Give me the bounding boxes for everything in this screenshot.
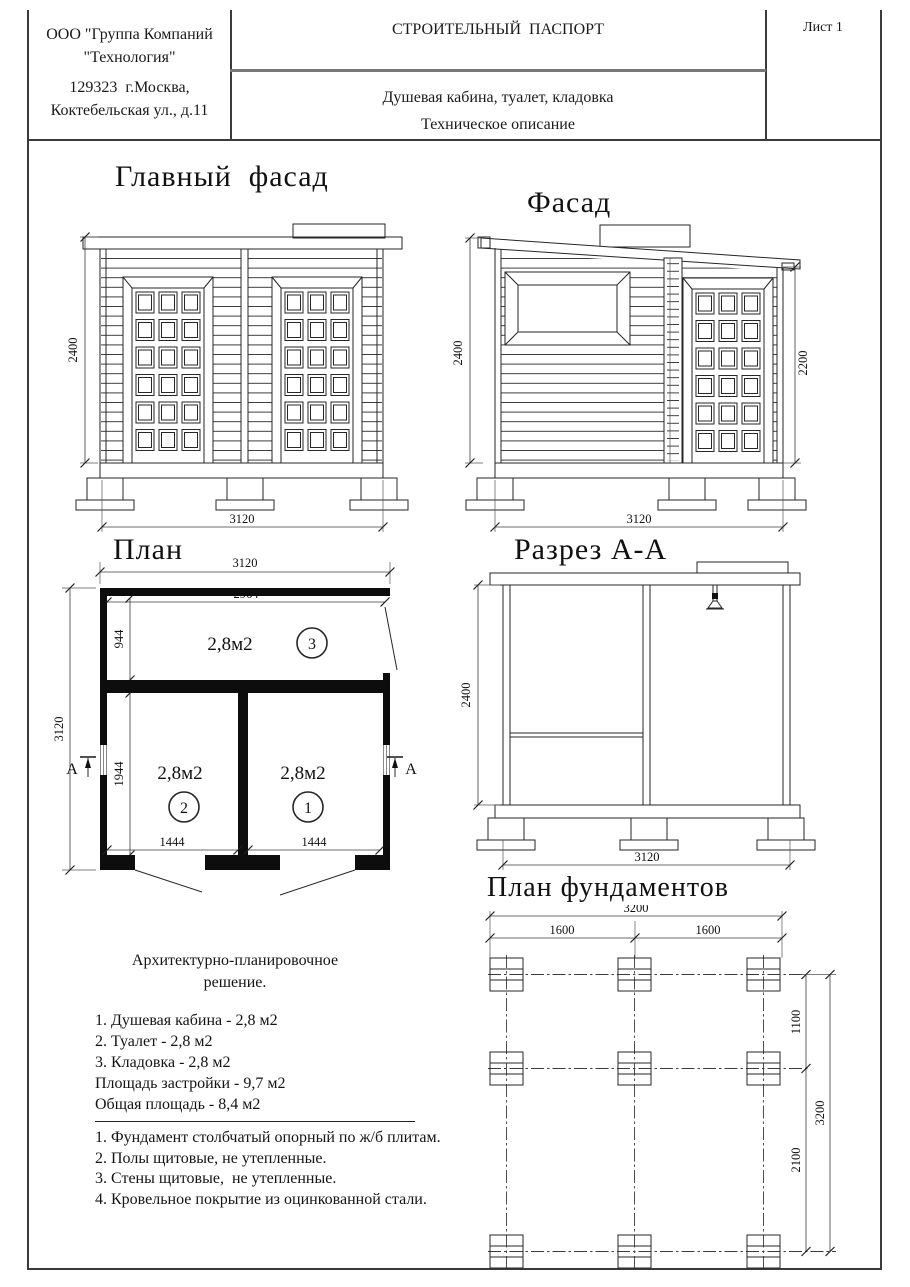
room3-number: 3 <box>308 636 316 653</box>
construction-note: 4. Кровельное покрытие из оцинкованной стали. <box>95 1190 427 1208</box>
description-heading-line1: Архитектурно-планировочное <box>131 952 339 969</box>
plan-dims-top <box>96 556 395 607</box>
left-door <box>123 277 213 463</box>
description-heading-line2: решение. <box>203 974 267 991</box>
section-dim-height <box>459 581 500 810</box>
dim-label-1600-left: 1600 <box>549 923 575 937</box>
plan-walls <box>100 588 390 870</box>
page-border-right <box>880 10 882 1270</box>
section-letter-left: А <box>66 761 78 778</box>
description-divider <box>95 1121 415 1122</box>
foundation-pads <box>490 958 780 1268</box>
section-mark-left <box>66 757 96 778</box>
right-door <box>272 277 362 463</box>
room-list-item: Площадь застройки - 9,7 м2 <box>95 1075 286 1092</box>
dim-label-1600-right: 1600 <box>695 923 721 937</box>
dim-label-3120-top: 3120 <box>232 556 258 570</box>
dim-label-2400: 2400 <box>451 340 465 366</box>
description-block <box>60 950 460 1210</box>
section-title: Разрез А-А <box>514 533 668 566</box>
document-subtitle-1: Душевая кабина, туалет, кладовка <box>382 89 614 106</box>
dim-label-2400: 2400 <box>459 682 473 708</box>
construction-note: 2. Полы щитовые, не утепленные. <box>95 1149 327 1167</box>
shower-head-symbol <box>706 585 724 609</box>
plan-room-3 <box>207 628 327 658</box>
room1-area-label: 2,8м2 <box>280 763 326 784</box>
main-facade-drawing <box>40 210 460 545</box>
dim-label-1100: 1100 <box>789 1009 803 1035</box>
room2-number: 2 <box>180 800 188 817</box>
dim-label-3120: 3120 <box>229 512 255 526</box>
facade-dim-width <box>491 480 788 532</box>
dim-label-2200: 2200 <box>796 350 810 376</box>
room-list-item: 2. Туалет - 2,8 м2 <box>95 1033 213 1050</box>
construction-notes <box>95 1128 460 1210</box>
dim-label-3120-left: 3120 <box>52 716 66 742</box>
facade-window <box>505 272 630 345</box>
dim-label-944: 944 <box>112 629 126 649</box>
foundation-dims-right <box>789 970 836 1256</box>
company-name-line1: ООО "Группа Компаний <box>46 26 213 43</box>
dim-label-2400: 2400 <box>66 337 80 363</box>
dim-label-1944: 1944 <box>112 761 126 787</box>
dim-label-3120: 3120 <box>634 850 660 864</box>
construction-note: 3. Стены щитовые, не утепленные. <box>95 1170 337 1187</box>
main-facade-structure <box>76 224 408 510</box>
plan-drawing <box>30 540 460 910</box>
dim-label-3120: 3120 <box>626 512 652 526</box>
plan-door-swings <box>135 607 397 895</box>
main-facade-dim-height <box>66 233 98 468</box>
dim-label-1444-left: 1444 <box>159 835 185 849</box>
page-border-left <box>27 10 29 1270</box>
company-name-line2: "Технология" <box>83 49 176 66</box>
facade-title: Фасад <box>527 186 612 219</box>
document-title: СТРОИТЕЛЬНЫЙ ПАСПОРТ <box>391 21 605 38</box>
plan-room-2 <box>157 763 202 822</box>
plan-dims-left <box>52 584 135 875</box>
foundation-plan-drawing <box>450 905 880 1280</box>
room-list-item: Общая площадь - 8,4 м2 <box>95 1096 261 1113</box>
room2-area-label: 2,8м2 <box>157 763 203 784</box>
room-list-item: 1. Душевая кабина - 2,8 м2 <box>95 1012 278 1029</box>
room-list <box>95 1010 460 1115</box>
facade-door <box>683 278 773 464</box>
description-heading <box>95 950 375 994</box>
section-drawing <box>450 540 880 885</box>
foundation-plan-title: План фундаментов <box>487 872 729 903</box>
dim-label-3200-right: 3200 <box>813 1100 827 1126</box>
titleblock-bottom-line <box>27 139 882 141</box>
dim-label-1444-right: 1444 <box>301 835 327 849</box>
facade-dim-height-right <box>783 263 810 468</box>
section-dim-width <box>499 840 795 870</box>
sheet-number: Лист 1 <box>803 20 843 35</box>
construction-note: 1. Фундамент столбчатый опорный по ж/б плитам. <box>95 1129 441 1146</box>
company-block <box>32 23 227 122</box>
section-structure <box>477 562 815 850</box>
plan-room-1 <box>280 763 325 822</box>
foundation-centerlines <box>488 955 836 1271</box>
foundation-dims-top <box>486 905 787 958</box>
section-letter-right: А <box>405 761 417 778</box>
main-facade-title: Главный фасад <box>115 160 329 193</box>
dim-label-3200-top: 3200 <box>623 905 649 915</box>
facade-drawing <box>450 210 880 545</box>
titleblock-middle-line <box>230 69 766 72</box>
document-subtitle-2: Техническое описание <box>421 116 575 133</box>
room3-area-label: 2,8м2 <box>207 634 253 655</box>
dim-label-2100: 2100 <box>789 1147 803 1173</box>
plan-title: План <box>113 533 184 566</box>
facade-corner-board <box>664 258 682 463</box>
company-address-line1: 129323 г.Москва, <box>69 79 190 96</box>
room-list-item: 3. Кладовка - 2,8 м2 <box>95 1054 231 1071</box>
main-facade-dim-width <box>98 480 388 532</box>
room1-number: 1 <box>304 800 312 817</box>
facade-dim-height-left <box>451 234 483 468</box>
facade-structure <box>466 225 806 510</box>
section-mark-right <box>387 757 417 778</box>
company-address-line2: Коктебельская ул., д.11 <box>50 102 209 119</box>
